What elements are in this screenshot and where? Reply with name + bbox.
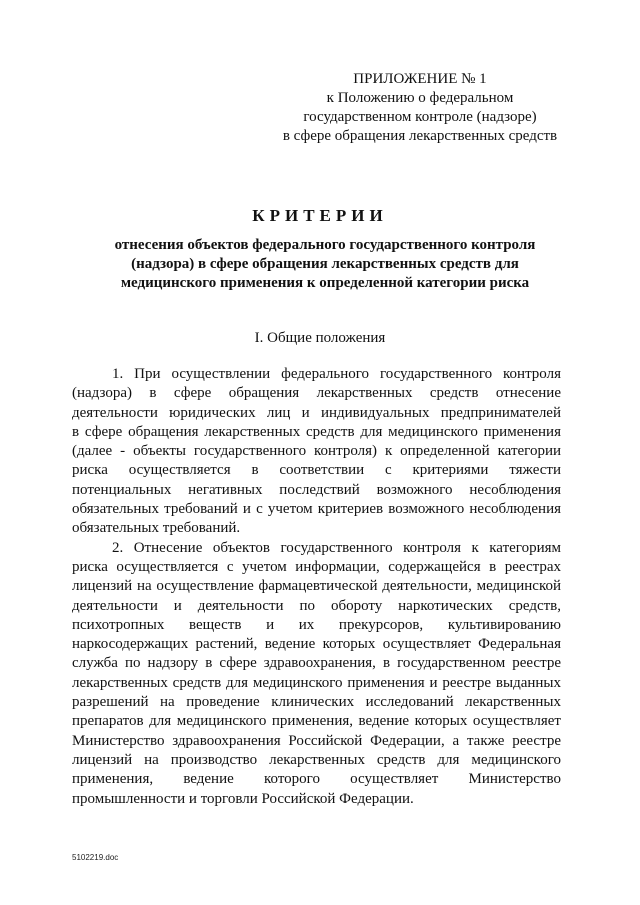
paragraph-line: риска осуществляется в соответствии с критериями тяжести — [72, 462, 561, 479]
paragraph-line: 1. При осуществлении федерального государственного контроля — [112, 366, 561, 382]
section-heading: I. Общие положения — [254, 330, 386, 346]
paragraph-line: применения, ведение которого осуществляет Министерство — [72, 771, 561, 788]
paragraph-line: потенциальных негативных последствий возможного несоблюдения — [72, 481, 561, 498]
paragraph-line: деятельности и деятельности по обороту наркотических средств, — [72, 597, 561, 614]
paragraph-line: обязательных требований и с учетом критериев возможного несоблюдения — [72, 501, 561, 518]
paragraph-line: лицензий на производство лекарственных средств для медицинского — [72, 751, 561, 768]
appendix-line: ПРИЛОЖЕНИЕ № 1 — [353, 71, 487, 87]
paragraph-line: служба по надзору в сфере здравоохранения, в государственном реестре — [72, 655, 561, 672]
appendix-header — [270, 70, 570, 146]
document-subtitle — [95, 236, 555, 293]
file-name-footer: 5102219.doc — [72, 853, 119, 862]
paragraph-line: 2. Отнесение объектов государственного контроля к категориям — [112, 539, 561, 556]
paragraph-line: в сфере обращения лекарственных средств для медицинского применения — [72, 423, 561, 440]
paragraph-line: наркосодержащих растений, ведение которых осуществляет Федеральная — [72, 636, 561, 653]
subtitle-line: медицинского применения к определенной категории риска — [120, 275, 530, 291]
paragraph-line: препаратов для медицинского применения, ведение которых осуществляет — [72, 713, 561, 730]
appendix-line: государственном контроле (надзоре) — [303, 109, 537, 125]
paragraph-2 — [72, 539, 561, 809]
subtitle-line: (надзора) в сфере обращения лекарственных средств для — [131, 256, 519, 272]
paragraph-line: (далее - объекты государственного контроля) к определенной категории — [72, 443, 561, 460]
appendix-line: в сфере обращения лекарственных средств — [282, 128, 558, 144]
paragraph-line: разрешений на проведение клинических исследований лекарственных — [72, 694, 561, 711]
paragraph-line: промышленности и торговли Российской Федерации. — [72, 790, 414, 807]
paragraph-line: психотропных веществ и их прекурсоров, культивированию — [72, 616, 561, 633]
document-body — [72, 365, 561, 809]
paragraph-line: лекарственных средств для медицинского применения и реестре выданных — [72, 674, 561, 691]
paragraph-line: (надзора) в сфере обращения лекарственных средств отнесение — [72, 385, 561, 402]
paragraph-1 — [72, 365, 561, 539]
subtitle-line: отнесения объектов федерального государственного контроля — [114, 237, 536, 253]
paragraph-line: Министерство здравоохранения Российской Федерации, а также реестре — [72, 732, 561, 749]
paragraph-line: лицензий на осуществление фармацевтической деятельности, медицинской — [72, 578, 561, 595]
paragraph-line: деятельности юридических лиц и индивидуальных предпринимателей — [72, 404, 561, 421]
appendix-line: к Положению о федеральном — [326, 90, 514, 106]
paragraph-line: риска осуществляется с учетом информации, содержащейся в реестрах — [72, 558, 561, 575]
paragraph-line: обязательных требований. — [72, 520, 241, 537]
document-title: КРИТЕРИИ — [252, 206, 388, 225]
